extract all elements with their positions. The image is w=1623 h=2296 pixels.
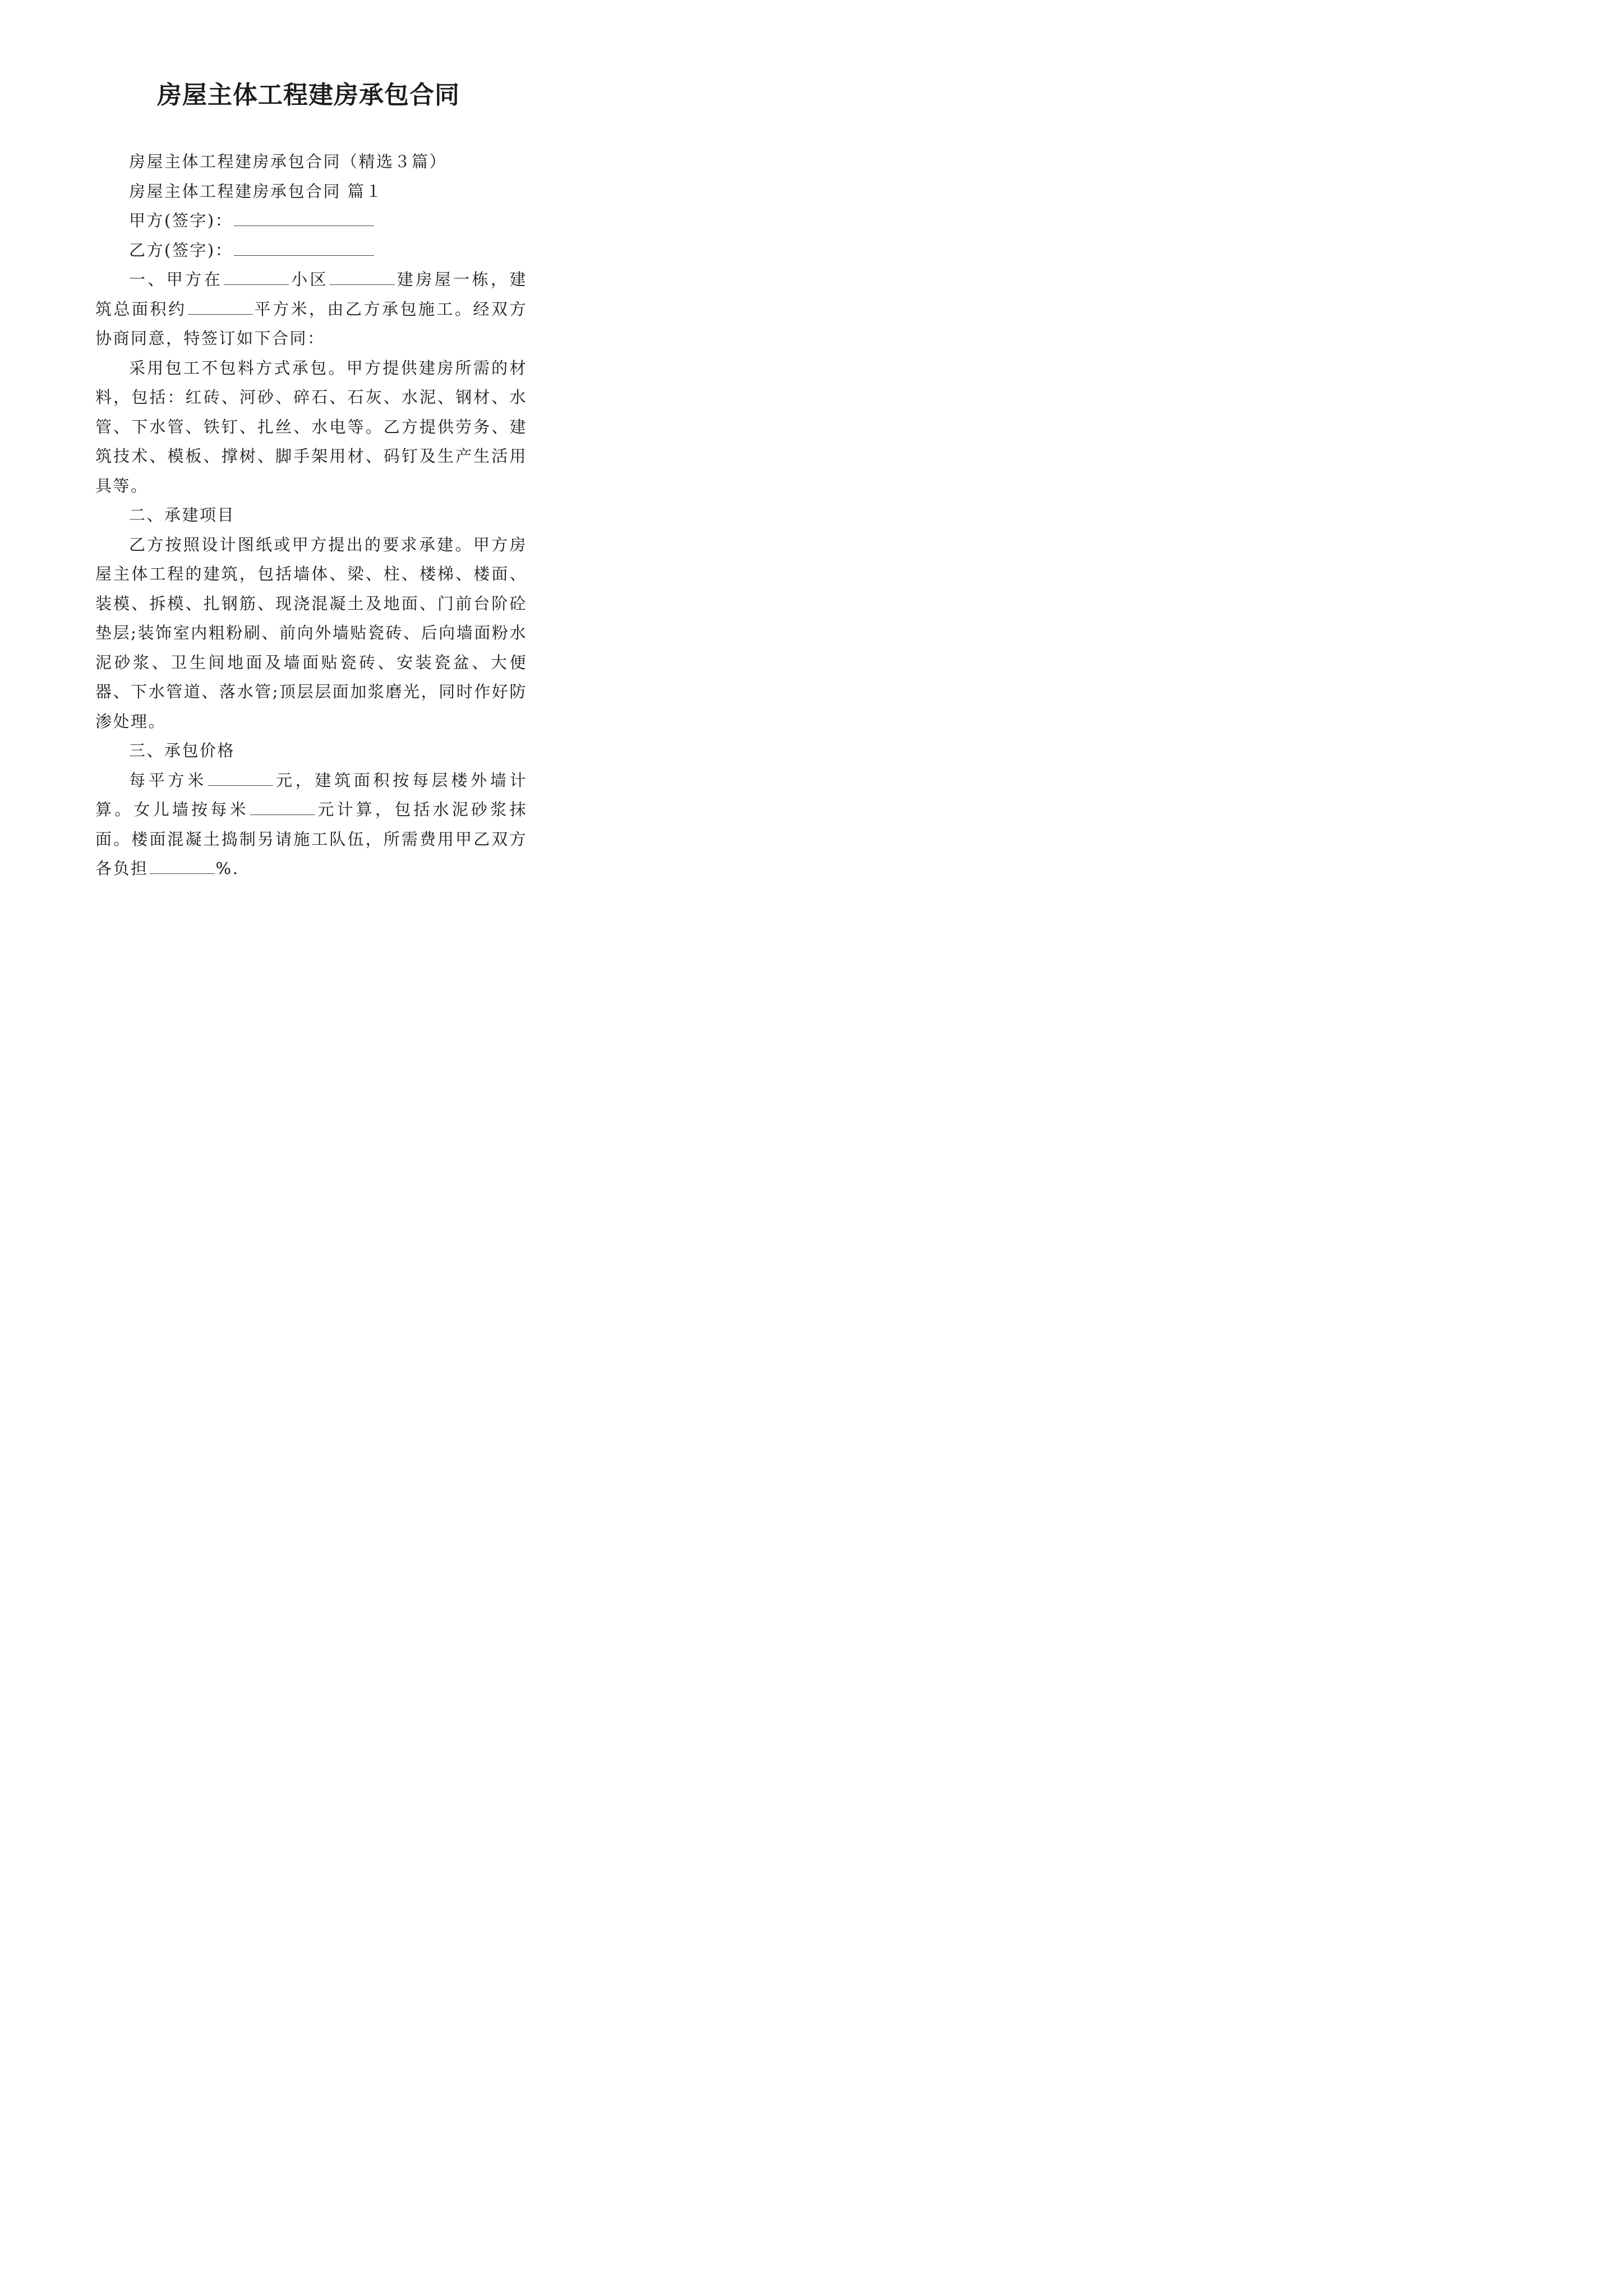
subtitle-line (95, 147, 527, 177)
price-text-d: %. (215, 859, 239, 878)
document-title: 房屋主体工程建房承包合同 (157, 81, 460, 109)
price-text-c: 元计算，包括水泥砂浆抹面。楼面混凝土捣制另请施工队伍，所需费用甲乙双方各负担 (95, 800, 527, 878)
document-body (95, 147, 527, 884)
lot-blank (330, 269, 395, 285)
cost-share-blank (150, 858, 215, 874)
parapet-price-blank (250, 799, 315, 815)
clause-1-paragraph (95, 265, 527, 353)
party-b-signature-blank (234, 240, 374, 256)
party-a-signature-blank (234, 210, 374, 226)
party-b-label: 乙方(签字)： (129, 240, 233, 260)
project-paragraph (95, 530, 527, 737)
clause-1-text-b: 小区 (290, 270, 329, 289)
clause-1-text-a: 一、甲方在 (129, 270, 223, 289)
materials-paragraph (95, 353, 527, 501)
community-name-blank (224, 269, 289, 285)
heading-2 (95, 500, 527, 530)
project-text: 乙方按照设计图纸或甲方提出的要求承建。甲方房屋主体工程的建筑，包括墙体、梁、柱、楼梯、楼面、装模、拆模、扎钢筋、现浇混凝土及地面、门前台阶砼垫层;装饰室内粗粉刷、前向外墙贴瓷砖、后向墙面粉水泥砂浆、卫生间地面及墙面贴瓷砖、安装瓷盆、大便器、下水管道、落水管;顶层层面加浆磨光，同时作好防渗处理。 (95, 535, 527, 731)
materials-text: 采用包工不包料方式承包。甲方提供建房所需的材料，包括：红砖、河砂、碎石、石灰、水泥、钢材、水管、下水管、铁钉、扎丝、水电等。乙方提供劳务、建筑技术、模板、撑树、脚手架用材、码钉及生产生活用具等。 (95, 358, 527, 495)
subtitle-text: 房屋主体工程建房承包合同（精选３篇） (129, 152, 448, 171)
unit-price-blank (208, 770, 273, 786)
section-heading-text: 房屋主体工程建房承包合同 篇１ (129, 181, 383, 201)
party-a-line (95, 206, 527, 236)
price-paragraph (95, 766, 527, 884)
heading-2-text: 二、承建项目 (129, 505, 236, 524)
document-page (0, 0, 617, 878)
section-heading (95, 177, 527, 206)
clause-1-text-d: 平方米，由乙方承包施工。经双方协商同意，特签订如下合同： (95, 299, 527, 348)
price-text-b: 元，建筑面积按每层楼外墙计算。女儿墙按每米 (95, 770, 527, 819)
party-a-label: 甲方(签字)： (129, 211, 233, 230)
area-blank (188, 298, 253, 315)
heading-3 (95, 736, 527, 766)
party-b-line (95, 236, 527, 265)
heading-3-text: 三、承包价格 (129, 741, 236, 760)
price-text-a: 每平方米 (129, 770, 207, 790)
clause-1-text-c: 建房屋一栋，建筑总面积约 (95, 270, 527, 319)
